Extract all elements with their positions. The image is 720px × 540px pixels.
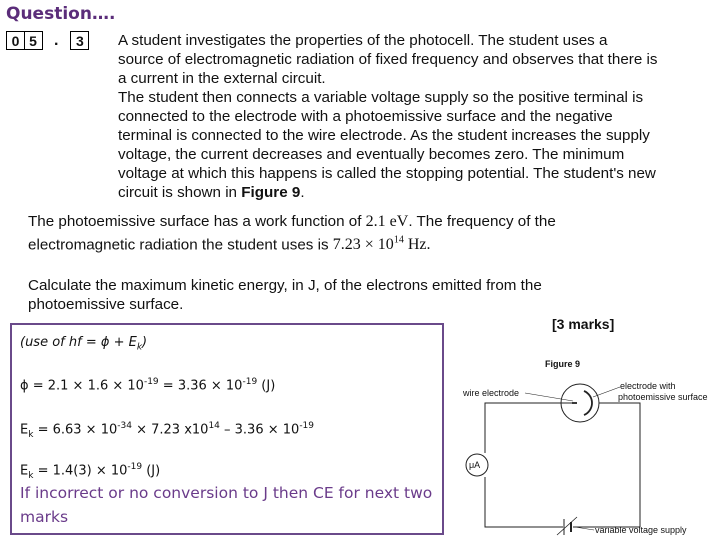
question-line: A student investigates the properties of the photocell. The student uses a (118, 32, 608, 49)
circuit-wire (485, 403, 572, 453)
figure-9-circuit (455, 355, 720, 540)
question-digit-box: 3 (70, 31, 89, 50)
marks-label: [3 marks] (552, 316, 615, 332)
kinetic-energy-result: $E_k = 1.4(3) \times 10^{-19}$ (J) (20, 462, 161, 481)
question-separator: . (54, 32, 59, 49)
kinetic-energy-calc: $E_k = 6.63 \times 10^{-34} \times 7.23$ $x10^{14} - 3.36 \times 10^{-19}$ (20, 421, 315, 440)
variable-arrow-icon (557, 517, 577, 535)
figure-reference: Figure 9 (241, 184, 301, 201)
question-digit-box: 0 (6, 31, 25, 50)
marking-note: If incorrect or no conversion to J then CE for next two marks (20, 484, 433, 526)
label-leader (525, 393, 573, 401)
label-leader (593, 387, 620, 397)
frequency-value: $7.23 \times 10^{14}$ Hz. (332, 235, 431, 254)
question-line: voltage, the current decreases and eventually becomes zero. The minimum (118, 146, 625, 163)
circuit-wire (485, 477, 563, 527)
question-line: connected to the electrode with a photoemissive surface and the negative (118, 108, 613, 125)
wire-electrode-label: wire electrode (463, 388, 520, 398)
task-line: photoemissive surface. (28, 296, 184, 313)
microammeter-label: μA (469, 460, 481, 470)
electrode-label: electrode with (620, 381, 676, 391)
task-line: Calculate the maximum kinetic energy, in J, of the electrons emitted from the (28, 277, 542, 294)
work-function-value: 2.1 eV (365, 213, 409, 230)
question-line: voltage at which this happens is called the stopping potential. The student's new (118, 165, 656, 182)
question-line: terminal is connected to the wire electrode. As the student increases the supply (118, 127, 650, 144)
given-line: The photoemissive surface has a work function of 2.1 eV. The frequency of the (28, 213, 556, 230)
question-line: a current in the external circuit. (118, 70, 326, 87)
question-line: source of electromagnetic radiation of fixed frequency and observes that there is (118, 51, 658, 68)
question-number (6, 31, 88, 50)
figure-title: Figure 9 (545, 359, 581, 369)
question-digit-box: 5 (24, 31, 43, 50)
answer-hint: (use of hf = $\phi + E_k$) (20, 335, 148, 353)
question-line: The student then connects a variable voltage supply so the positive terminal is (118, 89, 644, 106)
task-text (28, 276, 542, 314)
question-text (118, 31, 657, 202)
question-line: circuit is shown in Figure 9. (118, 184, 305, 201)
answer-box (10, 323, 444, 535)
question-heading: Question…. (6, 4, 116, 24)
given-line: electromagnetic radiation the student uses is $7.23 \times 10^{14}$ Hz. (28, 235, 431, 254)
electrode-label: photoemissive surface (618, 392, 708, 402)
given-data (28, 212, 556, 254)
photoemissive-electrode (584, 391, 592, 415)
work-function-calc: $\phi = 2.1 \times 1.6 \times 10^{-19} = 3.36 \times 10^{-19}$ (J) (20, 377, 276, 394)
supply-label: variable voltage supply (595, 525, 687, 535)
